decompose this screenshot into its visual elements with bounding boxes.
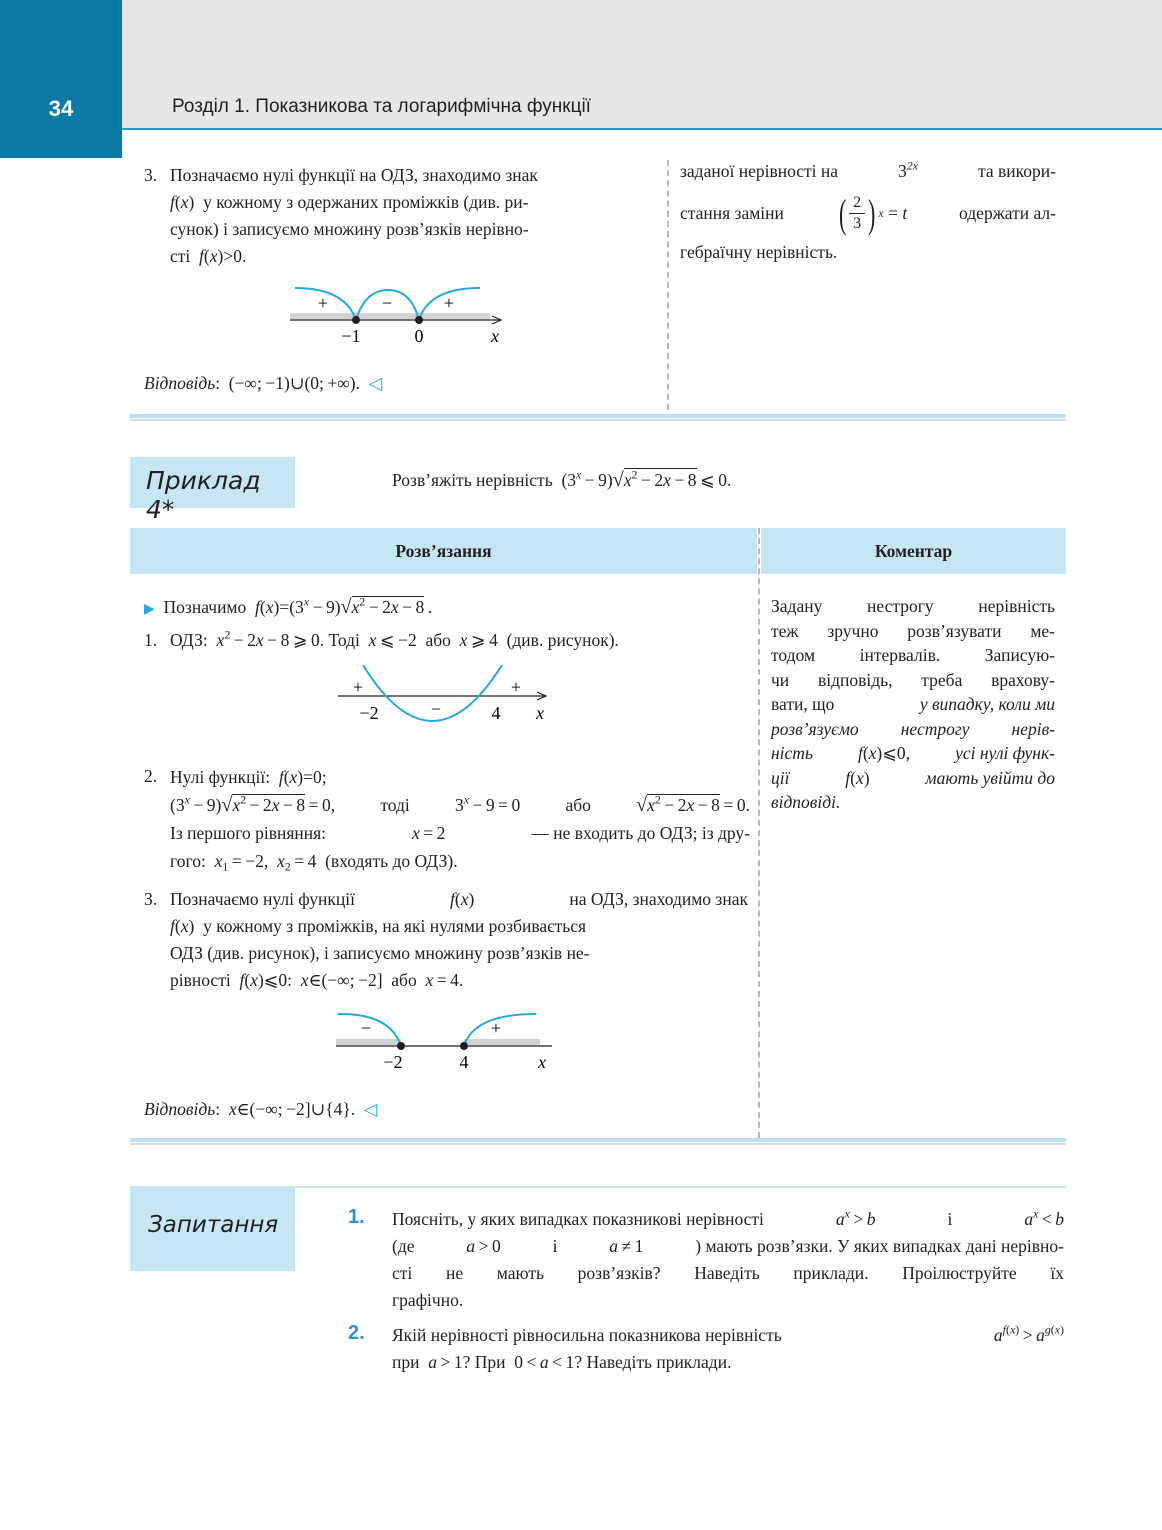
step3-line-a: Позначаємо нулі функції на ОДЗ, знаходимо знак	[170, 165, 538, 185]
page-number: 34	[48, 96, 74, 121]
end-marker-icon: ◁	[363, 1099, 378, 1119]
answer-2: Відповідь: x∈(−∞; −2]∪{4}. ◁	[144, 1099, 378, 1119]
end-marker-icon: ◁	[368, 373, 383, 393]
s2-number: 2.	[144, 766, 158, 786]
parabola-tick-0: −2	[359, 703, 379, 723]
comment-line: чи відповідь, треба врахову-	[771, 669, 1055, 690]
page-number-tab	[0, 0, 122, 158]
comment-top-a2: та викори-	[978, 161, 1056, 181]
s2-text: Нулі функції: f(x)=0; $(3^x - 9)√x^2 - 2x - 8 = 0$, тоді $3^x - 9 = 0$ або $√x^2 - 2x - 8 = 0$. Із першого рівняння: x = 2 — не входить до ОДЗ; із дру- гого: $x_1 = -2$, $x_2 = 4$ (входять до ОДЗ).	[170, 767, 750, 874]
answer-2-label: Відповідь	[144, 1099, 216, 1119]
diagram2-tick-1: 4	[459, 1052, 469, 1072]
q1-where: (де	[392, 1236, 415, 1256]
step3-line-b: у кожному з одержаних проміжків (див. ри-	[203, 192, 529, 212]
q1-line-a: Поясніть, у яких випадках показникові нерівності	[392, 1209, 764, 1229]
comment-emphasis: усі нулі функ-	[955, 743, 1055, 763]
diagram1-tick-0: −1	[341, 326, 361, 346]
parabola-sign-1: −	[430, 699, 442, 719]
q2-number: 2.	[348, 1322, 365, 1344]
comment-emphasis: ність	[771, 743, 813, 763]
comment-top: заданої нерівності на $3^{2x}$ та викори- стання заміни ( 2 3 ) x = t одержати ал- гебраїчну нерівність.	[680, 158, 1056, 266]
diagram1-axis: x	[491, 326, 499, 346]
s2-zeros-label: Нулі функції:	[170, 767, 271, 787]
column-divider-1	[667, 160, 669, 410]
parabola-diagram	[330, 665, 560, 735]
sign-diagram-2	[330, 1008, 560, 1074]
example-label: Приклад 4*	[146, 466, 261, 524]
comment-top-b2: одержати ал-	[959, 202, 1056, 223]
questions-rule	[295, 1186, 1066, 1188]
comment-line: тодом інтервалів. Записую-	[771, 645, 1055, 665]
svg-text:x: x	[536, 703, 544, 723]
sign-diagram-1	[285, 282, 515, 352]
s3-line-a: Позначаємо нулі функції	[170, 889, 355, 909]
comment-emphasis: ції	[771, 767, 790, 788]
diagram1-sign-2: +	[443, 293, 455, 313]
q1-and: і	[552, 1236, 558, 1256]
step3-text: Позначаємо нулі функції на ОДЗ, знаходимо знак f(x) у кожному з одержаних проміжків (див. ри- сунок) і записуємо множину розв’язків нерівно- сті f(x)>0.	[170, 165, 538, 266]
comment-emphasis: мають увійти до	[925, 767, 1055, 788]
q2-text: Якій нерівності рівносильна показникова нерівність $a^{f(x)} > a^{g(x)}$ при a > 1? При 0 < a < 1? Наведіть приклади.	[392, 1322, 1064, 1372]
comment-top-c: гебраїчну нерівність.	[680, 242, 838, 262]
step3-line-c: сунок) і записуємо множину розв’язків нерівно-	[170, 219, 529, 239]
s2-second: гого:	[170, 851, 206, 871]
comment-column: Задану нестрогу нерівність теж зручно розв’язувати ме- тодом інтервалів. Записую- чи відповідь, треба врахову- вати, що у випадку, коли ми розв’язуємо нестрогу нерів- ність f(x)⩽0, усі нулі функ- ції f(x) мають увійти до відповіді.	[771, 594, 1055, 815]
s1-odz-label: ОДЗ:	[170, 630, 208, 650]
table-header-solution: Розв’язання	[130, 528, 757, 574]
q2-when: при	[392, 1352, 420, 1372]
s3-line-c: ОДЗ (див. рисунок), і записуємо множину розв’язків не-	[170, 943, 590, 963]
s3-line-d: рівності	[170, 970, 231, 990]
step3-number: 3.	[144, 165, 158, 185]
s3-text: Позначаємо нулі функції f(x) на ОДЗ, знаходимо знак f(x) у кожному з проміжків, на які нулями розбивається ОДЗ (див. рисунок), і записуємо множину розв’язків не- рівності f(x)⩽0: x∈(−∞; −2] або x = 4.	[170, 886, 748, 994]
q2-mid: ? При	[462, 1352, 506, 1372]
table-header-comment: Коментар	[761, 528, 1066, 574]
comment-top-b: стання заміни	[680, 202, 784, 223]
s1-number: 1.	[144, 630, 158, 650]
q1-line-c: сті не мають розв’язків? Наведіть приклади. Проілюструйте їх	[392, 1263, 1064, 1283]
s3-number: 3.	[144, 889, 158, 909]
solution-intro-text: Позначимо	[163, 597, 247, 617]
header-divider	[122, 128, 1162, 130]
parabola-sign-0: +	[352, 677, 364, 697]
diagram1-tick-1: 0	[414, 326, 424, 346]
svg-text:x: x	[538, 1052, 546, 1072]
s3-line-a2: на ОДЗ, знаходимо знак	[569, 889, 748, 909]
q1-line-d: графічно.	[392, 1290, 464, 1310]
parabola-tick-1: 4	[491, 703, 501, 723]
section-divider-2	[130, 1138, 1066, 1142]
s3-line-b: у кожному з проміжків, на які нулями розбивається	[203, 916, 587, 936]
comment-line: вати, що	[771, 694, 835, 714]
comment-emphasis: розв’язуємо нестрогу нерів-	[771, 718, 1055, 739]
q1-line-b: ) мають розв’язки. У яких випадках дані нерівно-	[695, 1236, 1064, 1256]
diagram2-sign-0: −	[360, 1018, 372, 1038]
q1-number: 1.	[348, 1206, 365, 1228]
s1-see-figure: (див. рисунок).	[506, 630, 619, 650]
s1-then: Тоді	[328, 630, 360, 650]
s1-text: ОДЗ: $x^2 - 2x - 8$ ⩾ 0. Тоді x ⩽ −2 або x ⩾ 4 (див. рисунок).	[170, 627, 619, 650]
s1-or: або	[425, 630, 451, 650]
comment-emphasis: у випадку, коли ми	[919, 694, 1055, 714]
s2-in-odz: (входять до ОДЗ).	[325, 851, 458, 871]
questions-label-box	[130, 1186, 295, 1271]
answer-1-label: Відповідь	[144, 373, 216, 393]
play-arrow-icon: ▶	[144, 602, 155, 617]
q2-line-a: Якій нерівності рівносильна показникова нерівність	[392, 1325, 782, 1345]
step3-line-d: сті	[170, 246, 191, 266]
chapter-title: Розділ 1. Показникова та логарифмічна функції	[172, 96, 591, 117]
s3-or: або	[391, 970, 417, 990]
comment-line: теж зручно розв’язувати ме-	[771, 620, 1055, 641]
example-task-text: Розв’яжіть нерівність	[392, 470, 553, 490]
column-divider-2	[758, 528, 760, 1138]
comment-line: Задану нестрогу нерівність	[771, 596, 1055, 616]
diagram2-sign-1: +	[490, 1018, 502, 1038]
section-divider-1b	[130, 419, 1066, 421]
diagram2-tick-0: −2	[383, 1052, 403, 1072]
diagram1-sign-1: −	[381, 293, 393, 313]
questions-label: Запитання	[148, 1212, 279, 1238]
example-label-box	[130, 457, 295, 524]
section-divider-1	[130, 414, 1066, 418]
section-divider-2b	[130, 1143, 1066, 1145]
s2-or: або	[565, 795, 591, 815]
s2-then: тоді	[380, 795, 410, 815]
comment-top-a: заданої нерівності на	[680, 161, 839, 181]
example-task: Розв’яжіть нерівність $(3^x - 9)√x^2 - 2x - 8$ ⩽ 0.	[392, 467, 732, 491]
comment-emphasis: відповіді.	[771, 792, 841, 812]
diagram1-sign-0: +	[317, 293, 329, 313]
solution-intro: ▶ Позначимо $f(x)=(3^x - 9)√x^2 - 2x - 8$ .	[144, 594, 433, 618]
s2-not-in-odz: — не входить до ОДЗ; із дру-	[531, 823, 750, 843]
q2-line-b: ? Наведіть приклади.	[574, 1352, 732, 1372]
parabola-sign-2: +	[510, 677, 522, 697]
answer-1: Відповідь: (−∞; −1)∪(0; +∞). ◁	[144, 373, 383, 393]
q1-text: Поясніть, у яких випадках показникові нерівності $a^x > b$ і $a^x < b$ (де a > 0 і a ≠ 1 ) мають розв’язки. У яких випадках дані нерівно- сті не мають розв’язків? Наведіть приклади. Проілюструйте їх графічно.	[392, 1206, 1064, 1314]
s2-first-eq: Із першого рівняння:	[170, 823, 327, 843]
